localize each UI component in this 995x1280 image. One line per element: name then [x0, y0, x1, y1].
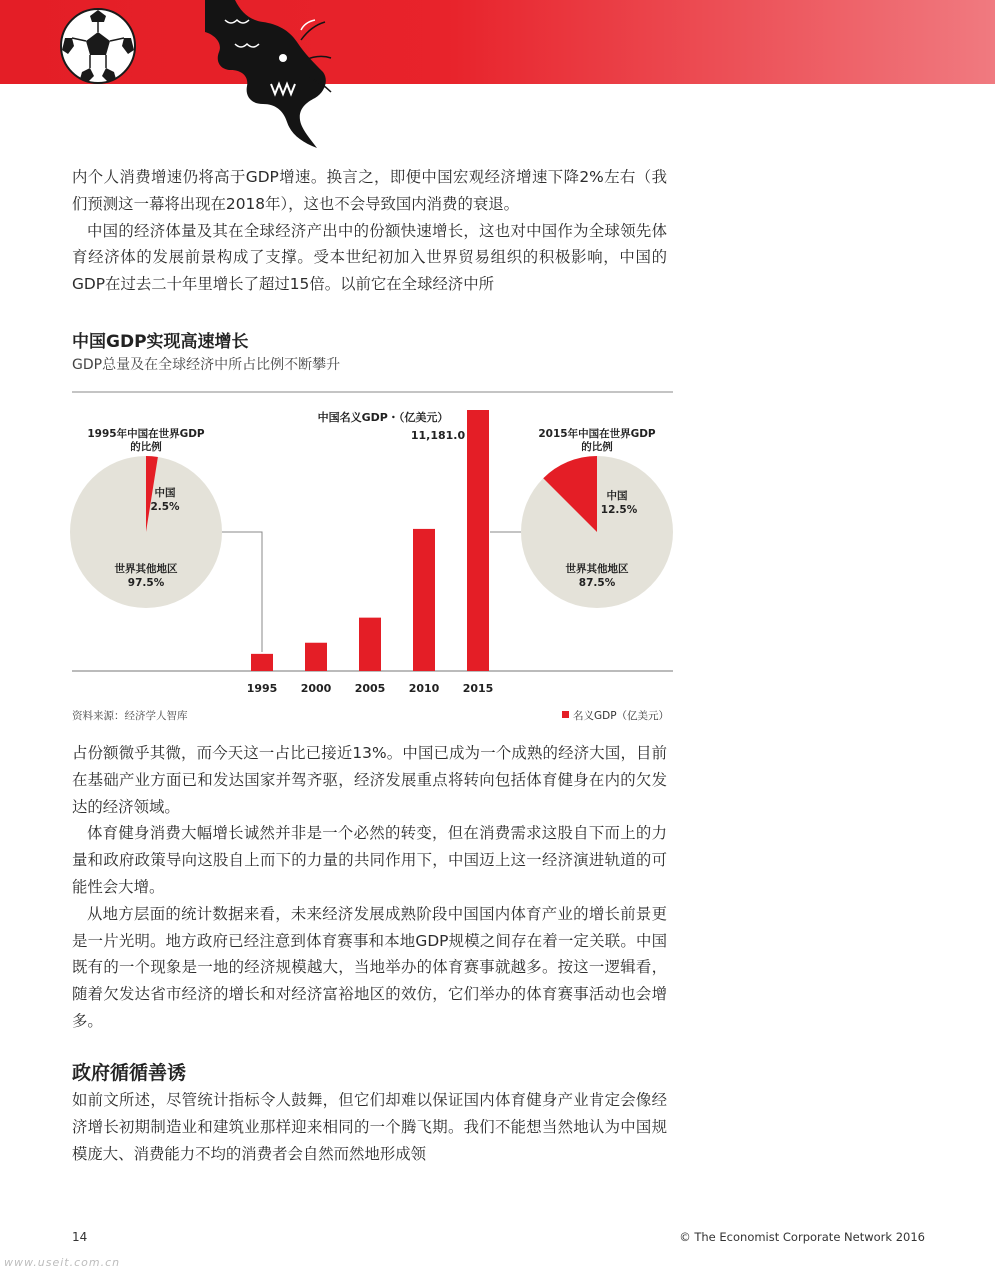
pie-china-value: 2.5% [150, 501, 180, 513]
pie-rest-value: 87.5% [578, 577, 616, 589]
section-heading: 政府循循善诱 [72, 1062, 187, 1084]
x-tick-label: 2000 [300, 682, 332, 695]
gdp-chart [0, 385, 995, 730]
chart-subheading: GDP总量及在全球经济中所占比例不断攀升 [72, 357, 341, 373]
pie-rest-value: 97.5% [127, 577, 165, 589]
copyright: © The Economist Corporate Network 2016 [679, 1230, 925, 1244]
paragraph: 内个人消费增速仍将高于GDP增速。换言之，即便中国宏观经济增速下降2%左右（我们预测这一幕将出现在2018年），这也不会导致国内消费的衰退。 [72, 168, 667, 213]
pie-connector-line [222, 532, 262, 652]
page-number: 14 [72, 1230, 88, 1244]
pie-china-value: 12.5% [600, 504, 638, 516]
body-text-top [72, 164, 667, 298]
chart-heading: 中国GDP实现高速增长 [72, 332, 249, 352]
paragraph: 如前文所述，尽管统计指标令人鼓舞，但它们却难以保证国内体育健身产业肯定会像经济增长初期制造业和建筑业那样迎来相同的一个腾飞期。我们不能想当然地认为中国规模庞大、消费能力不均的消费者会自然而然地形成领 [72, 1091, 667, 1163]
pie-rest-label: 世界其他地区 [114, 563, 178, 575]
pie-1995 [70, 427, 222, 608]
bar-2000 [305, 643, 327, 671]
bar-2010 [413, 529, 435, 671]
legend-swatch [562, 711, 569, 718]
x-tick-label: 2010 [408, 682, 440, 695]
x-tick-label: 2015 [462, 682, 494, 695]
x-tick-label: 2005 [354, 682, 386, 695]
chart-source: 资料来源：经济学人智库 [72, 710, 188, 722]
pie-rest-label: 世界其他地区 [565, 563, 629, 575]
x-tick-label: 1995 [246, 682, 278, 695]
bar-chart-title: 中国名义GDP・（亿美元） [317, 411, 449, 424]
legend-label: 名义GDP（亿美元） [573, 710, 670, 722]
pie-2015 [521, 427, 673, 608]
pie-title: 的比例 [130, 441, 162, 453]
watermark: www.useit.com.cn [4, 1256, 121, 1269]
pie-china-label: 中国 [154, 487, 176, 499]
header-banner [0, 0, 995, 84]
paragraph: 占份额微乎其微，而今天这一占比已接近13%。中国已成为一个成熟的经济大国，目前在基础产业方面已和发达国家并驾齐驱，经济发展重点将转向包括体育健身在内的欠发达的经济领域。 [72, 744, 667, 816]
pie-title: 的比例 [581, 441, 613, 453]
paragraph: 中国的经济体量及其在全球经济产出中的份额快速增长，这也对中国作为全球领先体育经济体的发展前景构成了支撑。受本世纪初加入世界贸易组织的积极影响，中国的GDP在过去二十年里增长了超过15倍。以前它在全球经济中所 [72, 221, 667, 294]
bar-2005 [359, 618, 381, 671]
paragraph: 从地方层面的统计数据来看，未来经济发展成熟阶段中国国内体育产业的增长前景更是一片光明。地方政府已经注意到体育赛事和本地GDP规模之间存在着一定关联。中国既有的一个现象是一地的经济规模越大，当地举办的体育赛事就越多。按这一逻辑看，随着欠发达省市经济的增长和对经济富裕地区的效仿，它们举办的体育赛事活动也会增多。 [72, 904, 667, 1030]
bar-2015 [467, 410, 489, 671]
dragon-illustration [205, 0, 335, 150]
pie-title: 1995年中国在世界GDP [87, 428, 205, 440]
bar-value-label-2015: 11,181.0 [410, 429, 466, 442]
soccer-ball-icon [58, 6, 138, 86]
paragraph: 体育健身消费大幅增长诚然并非是一个必然的转变，但在消费需求这股自下而上的力量和政府政策导向这股自上而下的力量的共同作用下，中国迈上这一经济演进轨道的可能性会大增。 [72, 824, 667, 896]
body-text-bottom [72, 1087, 667, 1167]
pie-china-label: 中国 [606, 490, 628, 502]
bar-1995 [251, 654, 273, 671]
pie-title: 2015年中国在世界GDP [538, 428, 656, 440]
body-text-middle [72, 740, 667, 1035]
